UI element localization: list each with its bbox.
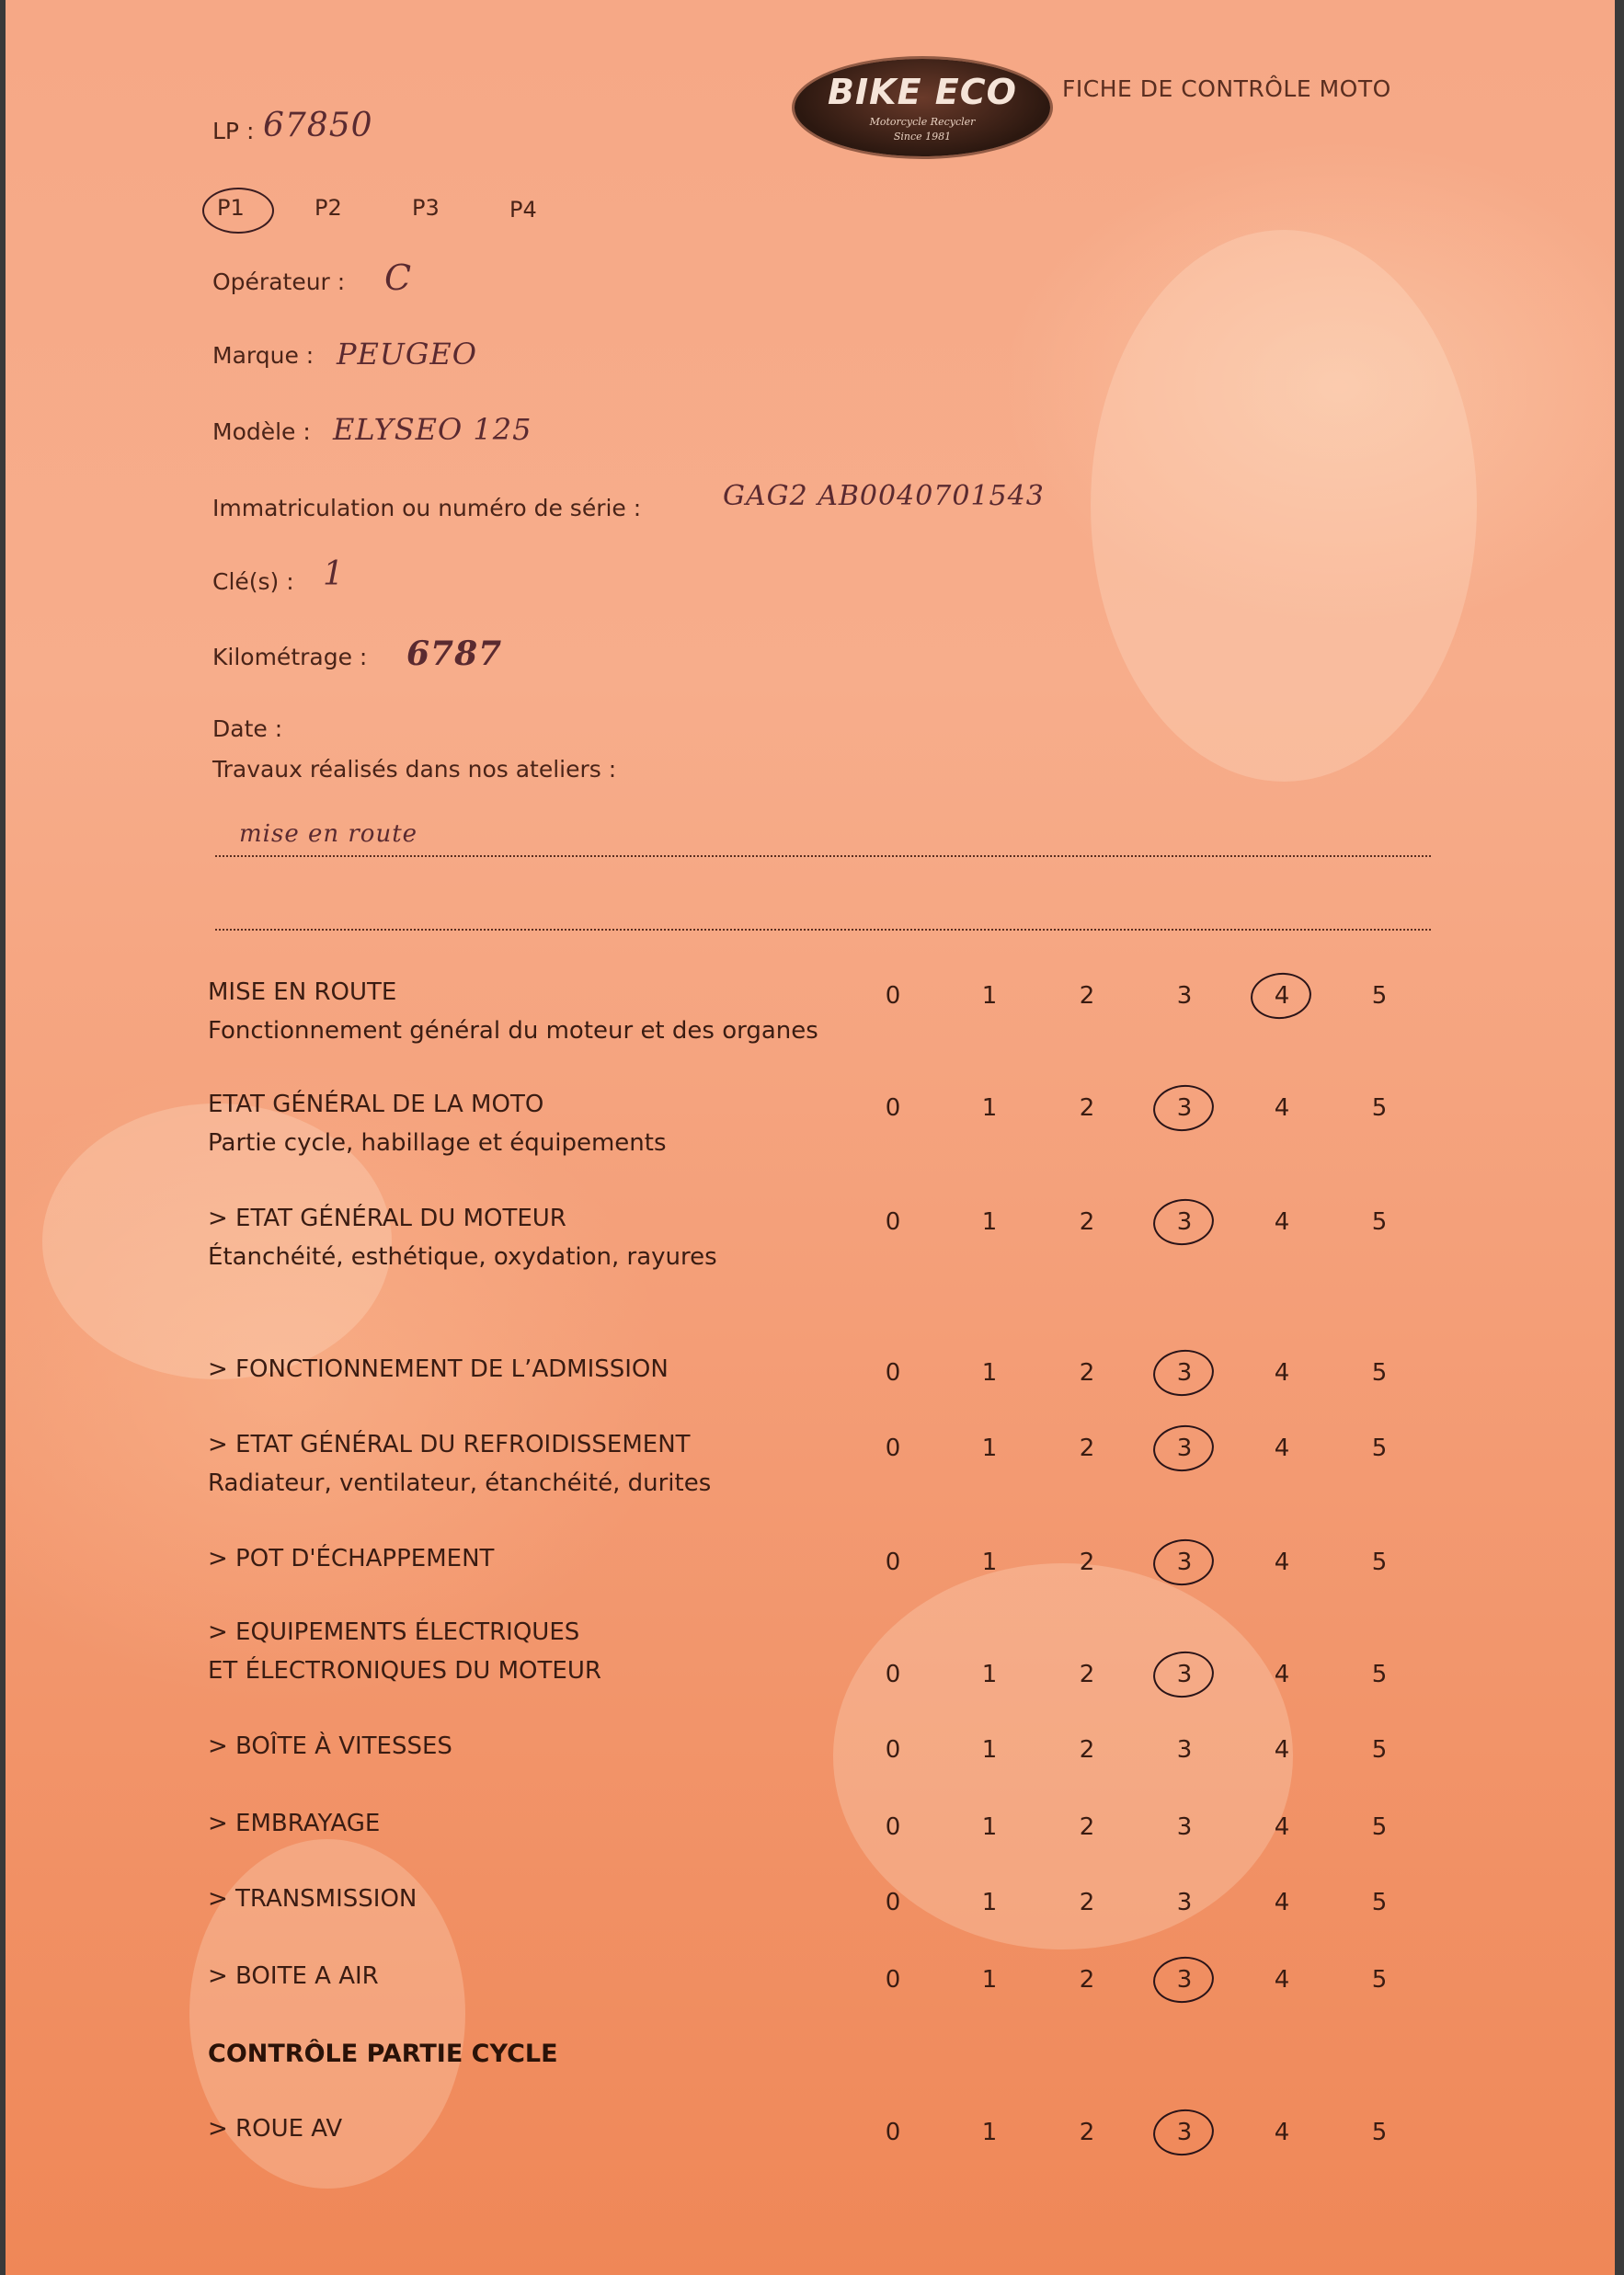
registration-label: Immatriculation ou numéro de série :: [212, 495, 642, 521]
score-label: 3: [1176, 1966, 1193, 1994]
score-label: 4: [1274, 1966, 1290, 1994]
check-title: > TRANSMISSION: [208, 1885, 417, 1913]
score-label: 4: [1274, 1549, 1290, 1576]
check-title: MISE EN ROUTE: [208, 978, 397, 1006]
p-option-3[interactable]: [412, 195, 440, 221]
score-option-5[interactable]: [1361, 1889, 1398, 1916]
score-label: 5: [1371, 1208, 1388, 1236]
score-option-4[interactable]: [1264, 1208, 1300, 1236]
score-label: 4: [1274, 1889, 1290, 1916]
p-option-label: P1: [217, 195, 245, 221]
p-option-label: P4: [509, 197, 537, 223]
score-option-3[interactable]: [1166, 1889, 1203, 1916]
score-option-4[interactable]: [1264, 1966, 1300, 1994]
score-label: 2: [1079, 1889, 1095, 1916]
score-option-5[interactable]: [1361, 1435, 1398, 1462]
score-label: 0: [885, 2119, 901, 2146]
check-title-line2: ET ÉLECTRONIQUES DU MOTEUR: [208, 1657, 601, 1685]
works-label: Travaux réalisés dans nos ateliers :: [212, 756, 617, 783]
score-label: 0: [885, 1435, 901, 1462]
score-option-0[interactable]: [875, 1094, 911, 1122]
selected-score-circle: [1151, 1423, 1217, 1475]
score-option-4[interactable]: [1264, 1889, 1300, 1916]
p-option-label: P2: [315, 195, 342, 221]
score-option-0[interactable]: [875, 2119, 911, 2146]
score-option-0[interactable]: [875, 1435, 911, 1462]
selected-score-circle: [1151, 2107, 1217, 2159]
score-label: 1: [981, 1661, 998, 1688]
score-option-0[interactable]: [875, 982, 911, 1010]
logo-tagline: Motorcycle Recycler: [869, 116, 976, 128]
works-line-2: [215, 929, 1431, 931]
score-option-4[interactable]: [1264, 1094, 1300, 1122]
score-option-5[interactable]: [1361, 1736, 1398, 1764]
score-label: 0: [885, 1359, 901, 1387]
score-option-3[interactable]: [1166, 1359, 1203, 1387]
score-label: 5: [1371, 2119, 1388, 2146]
score-label: 4: [1274, 1094, 1290, 1122]
score-option-2[interactable]: [1069, 1359, 1105, 1387]
check-title: > POT D'ÉCHAPPEMENT: [208, 1545, 495, 1572]
model-label: Modèle :: [212, 418, 311, 445]
score-option-5[interactable]: [1361, 1549, 1398, 1576]
score-option-3[interactable]: [1166, 1208, 1203, 1236]
score-label: 1: [981, 1549, 998, 1576]
keys-label: Clé(s) :: [212, 568, 294, 595]
score-label: 2: [1079, 1094, 1095, 1122]
score-label: 0: [885, 1966, 901, 1994]
date-label: Date :: [212, 715, 283, 742]
score-label: 3: [1176, 1549, 1193, 1576]
score-option-1[interactable]: [971, 1889, 1008, 1916]
score-label: 5: [1371, 1661, 1388, 1688]
score-option-0[interactable]: [875, 1813, 911, 1841]
score-option-1[interactable]: [971, 1813, 1008, 1841]
lp-label: LP :: [212, 118, 255, 144]
score-label: 4: [1274, 1736, 1290, 1764]
keys-value[interactable]: 1: [323, 555, 345, 593]
score-option-5[interactable]: [1361, 1661, 1398, 1688]
score-option-5[interactable]: [1361, 2119, 1398, 2146]
score-option-4[interactable]: [1264, 2119, 1300, 2146]
control-sheet: [6, 0, 1615, 2275]
p-option-label: P3: [412, 195, 440, 221]
selected-score-circle: [1151, 1347, 1217, 1400]
score-label: 3: [1176, 1813, 1193, 1841]
score-label: 1: [981, 1736, 998, 1764]
check-subtitle: Radiateur, ventilateur, étanchéité, durites: [208, 1469, 712, 1497]
score-option-3[interactable]: [1166, 1549, 1203, 1576]
score-label: 3: [1176, 1208, 1193, 1236]
score-label: 1: [981, 2119, 998, 2146]
model-value[interactable]: ELYSEO 125: [333, 412, 532, 447]
check-title: > BOITE A AIR: [208, 1962, 379, 1990]
score-option-5[interactable]: [1361, 1094, 1398, 1122]
score-label: 0: [885, 982, 901, 1010]
selected-score-circle: [1249, 970, 1314, 1023]
score-label: 2: [1079, 2119, 1095, 2146]
score-label: 0: [885, 1208, 901, 1236]
score-option-0[interactable]: [875, 1966, 911, 1994]
score-option-0[interactable]: [875, 1661, 911, 1688]
score-label: 2: [1079, 1208, 1095, 1236]
check-title: > BOÎTE À VITESSES: [208, 1732, 452, 1760]
form-title: FICHE DE CONTRÔLE MOTO: [1062, 75, 1391, 102]
logo-brand: BIKE ECO: [828, 72, 1017, 112]
score-label: 5: [1371, 1889, 1388, 1916]
score-label: 5: [1371, 982, 1388, 1010]
score-label: 1: [981, 1094, 998, 1122]
score-option-0[interactable]: [875, 1208, 911, 1236]
score-label: 3: [1176, 1094, 1193, 1122]
check-title: > ROUE AV: [208, 2115, 343, 2143]
score-option-3[interactable]: [1166, 1094, 1203, 1122]
score-option-3[interactable]: [1166, 982, 1203, 1010]
score-option-5[interactable]: [1361, 1359, 1398, 1387]
lp-value[interactable]: 67850: [263, 107, 373, 144]
score-label: 0: [885, 1094, 901, 1122]
score-label: 1: [981, 1966, 998, 1994]
score-label: 1: [981, 1813, 998, 1841]
score-label: 3: [1176, 1889, 1193, 1916]
selected-score-circle: [1151, 1196, 1217, 1249]
score-option-1[interactable]: [971, 1549, 1008, 1576]
score-label: 5: [1371, 1435, 1388, 1462]
score-label: 0: [885, 1661, 901, 1688]
score-option-3[interactable]: [1166, 1736, 1203, 1764]
score-label: 2: [1079, 1966, 1095, 1994]
check-title: > EQUIPEMENTS ÉLECTRIQUES: [208, 1618, 580, 1646]
mileage-label: Kilométrage :: [212, 644, 368, 670]
score-option-2[interactable]: [1069, 1736, 1105, 1764]
selected-score-circle: [1151, 1954, 1217, 2006]
score-option-1[interactable]: [971, 1736, 1008, 1764]
score-label: 0: [885, 1549, 901, 1576]
score-label: 3: [1176, 982, 1193, 1010]
score-option-1[interactable]: [971, 982, 1008, 1010]
score-option-5[interactable]: [1361, 1208, 1398, 1236]
score-option-0[interactable]: [875, 1889, 911, 1916]
operator-value[interactable]: C: [384, 257, 413, 298]
p-option-1[interactable]: [217, 195, 245, 221]
score-option-2[interactable]: [1069, 1966, 1105, 1994]
score-option-4[interactable]: [1264, 1736, 1300, 1764]
brand-label: Marque :: [212, 342, 315, 369]
score-option-0[interactable]: [875, 1549, 911, 1576]
score-label: 2: [1079, 1359, 1095, 1387]
score-option-2[interactable]: [1069, 1889, 1105, 1916]
p-selected-circle: [202, 188, 274, 234]
score-option-2[interactable]: [1069, 2119, 1105, 2146]
score-label: 1: [981, 982, 998, 1010]
score-option-3[interactable]: [1166, 2119, 1203, 2146]
score-option-4[interactable]: [1264, 1661, 1300, 1688]
check-subtitle: Partie cycle, habillage et équipements: [208, 1129, 667, 1157]
section-cycle-heading: CONTRÔLE PARTIE CYCLE: [208, 2040, 558, 2068]
score-option-2[interactable]: [1069, 1549, 1105, 1576]
score-option-2[interactable]: [1069, 1094, 1105, 1122]
score-option-3[interactable]: [1166, 1966, 1203, 1994]
selected-score-circle: [1151, 1537, 1217, 1589]
score-label: 5: [1371, 1359, 1388, 1387]
score-label: 4: [1274, 1813, 1290, 1841]
check-subtitle: Étanchéité, esthétique, oxydation, rayures: [208, 1243, 717, 1271]
score-label: 4: [1274, 1359, 1290, 1387]
score-label: 2: [1079, 1661, 1095, 1688]
score-label: 1: [981, 1435, 998, 1462]
score-option-4[interactable]: [1264, 1435, 1300, 1462]
check-title: > ETAT GÉNÉRAL DU MOTEUR: [208, 1205, 566, 1232]
score-label: 5: [1371, 1094, 1388, 1122]
score-label: 3: [1176, 1359, 1193, 1387]
score-label: 3: [1176, 1435, 1193, 1462]
check-title: > EMBRAYAGE: [208, 1810, 381, 1837]
score-label: 0: [885, 1889, 901, 1916]
score-option-5[interactable]: [1361, 1813, 1398, 1841]
score-label: 3: [1176, 2119, 1193, 2146]
works-value[interactable]: mise en route: [239, 820, 418, 848]
operator-label: Opérateur :: [212, 269, 346, 295]
score-option-2[interactable]: [1069, 1661, 1105, 1688]
selected-score-circle: [1151, 1082, 1217, 1135]
score-option-0[interactable]: [875, 1736, 911, 1764]
score-label: 5: [1371, 1813, 1388, 1841]
score-label: 1: [981, 1359, 998, 1387]
score-label: 5: [1371, 1966, 1388, 1994]
score-option-3[interactable]: [1166, 1661, 1203, 1688]
score-label: 0: [885, 1813, 901, 1841]
check-title: > ETAT GÉNÉRAL DU REFROIDISSEMENT: [208, 1431, 691, 1458]
mileage-value[interactable]: 6787: [406, 634, 503, 673]
score-label: 5: [1371, 1736, 1388, 1764]
score-label: 5: [1371, 1549, 1388, 1576]
score-option-1[interactable]: [971, 1661, 1008, 1688]
score-label: 2: [1079, 982, 1095, 1010]
score-label: 3: [1176, 1661, 1193, 1688]
registration-value[interactable]: GAG2 AB0040701543: [723, 480, 1045, 512]
p-option-4[interactable]: [509, 197, 537, 223]
score-label: 4: [1274, 1208, 1290, 1236]
score-label: 4: [1274, 1435, 1290, 1462]
score-label: 2: [1079, 1549, 1095, 1576]
score-label: 1: [981, 1889, 998, 1916]
score-option-1[interactable]: [971, 1094, 1008, 1122]
score-option-1[interactable]: [971, 1359, 1008, 1387]
score-label: 2: [1079, 1435, 1095, 1462]
score-label: 4: [1274, 1661, 1290, 1688]
p-option-2[interactable]: [315, 195, 342, 221]
score-label: 4: [1274, 2119, 1290, 2146]
logo-since: Since 1981: [893, 131, 952, 143]
score-option-1[interactable]: [971, 1435, 1008, 1462]
check-subtitle: Fonctionnement général du moteur et des organes: [208, 1017, 818, 1045]
score-label: 3: [1176, 1736, 1193, 1764]
score-label: 0: [885, 1736, 901, 1764]
check-title: > FONCTIONNEMENT DE L’ADMISSION: [208, 1355, 669, 1383]
score-option-4[interactable]: [1264, 1359, 1300, 1387]
works-line-1: [215, 855, 1431, 857]
score-option-3[interactable]: [1166, 1813, 1203, 1841]
brand-value[interactable]: PEUGEO: [337, 337, 478, 372]
score-label: 1: [981, 1208, 998, 1236]
score-option-2[interactable]: [1069, 1208, 1105, 1236]
score-option-1[interactable]: [971, 1208, 1008, 1236]
score-option-5[interactable]: [1361, 982, 1398, 1010]
score-option-3[interactable]: [1166, 1435, 1203, 1462]
score-option-4[interactable]: [1264, 1813, 1300, 1841]
score-label: 2: [1079, 1813, 1095, 1841]
score-option-2[interactable]: [1069, 982, 1105, 1010]
score-option-4[interactable]: [1264, 982, 1300, 1010]
score-option-5[interactable]: [1361, 1966, 1398, 1994]
score-option-1[interactable]: [971, 1966, 1008, 1994]
score-option-0[interactable]: [875, 1359, 911, 1387]
score-label: 4: [1274, 982, 1290, 1010]
score-option-1[interactable]: [971, 2119, 1008, 2146]
score-option-2[interactable]: [1069, 1813, 1105, 1841]
score-label: 2: [1079, 1736, 1095, 1764]
score-option-2[interactable]: [1069, 1435, 1105, 1462]
score-option-4[interactable]: [1264, 1549, 1300, 1576]
bike-eco-logo: [795, 59, 1050, 156]
check-title: ETAT GÉNÉRAL DE LA MOTO: [208, 1091, 544, 1118]
